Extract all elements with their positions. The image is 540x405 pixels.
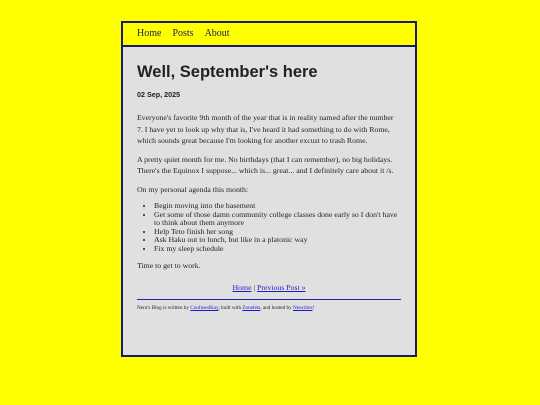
post-closing: Time to get to work. <box>137 260 201 270</box>
post-title: Well, September's here <box>137 63 318 81</box>
footer-suffix: ! <box>312 305 315 312</box>
list-item: • Get some of those damn community college classes done early so I don't have to think about them anymore <box>154 211 401 228</box>
post-paragraph-1: Everyone's favorite 9th month of the year that is in reality named after the number 7. I have yet to look up why that is, I've heard it had something to do with Rome, which sounds great because I'm looking for another excust to trash Rome. <box>137 113 394 145</box>
nav-home-link[interactable]: Home <box>137 28 162 39</box>
footer-prefix: Neru's Blog is written by <box>137 305 191 312</box>
agenda-list <box>137 202 401 254</box>
footer-mid-2: , and hosted by <box>260 305 293 312</box>
previous-post-link[interactable]: Previous Post » <box>257 283 306 293</box>
pager-separator: | <box>251 283 257 293</box>
footer-divider <box>137 299 401 300</box>
footer <box>137 305 401 312</box>
pager-home-link[interactable]: Home <box>232 283 252 293</box>
author-link[interactable]: ConfusedKay <box>190 305 219 312</box>
list-item: • Fix my sleep schedule <box>154 245 401 254</box>
blog-container <box>121 21 417 357</box>
builder-link[interactable]: Zonelets <box>242 305 261 312</box>
host-link[interactable]: Neocities <box>292 305 313 312</box>
list-item: • Begin moving into the basement <box>154 202 401 211</box>
top-nav <box>123 23 415 47</box>
post-content <box>123 63 415 312</box>
nav-posts-link[interactable]: Posts <box>172 28 194 39</box>
post-date: 02 Sep, 2025 <box>137 90 181 99</box>
post-pager <box>137 283 401 293</box>
list-item: • Help Teto finish her song <box>154 228 401 237</box>
post-paragraph-3: On my personal agenda this month: <box>137 184 249 194</box>
nav-about-link[interactable]: About <box>204 28 230 39</box>
list-item: • Ask Haku out to lunch, but like in a platonic way <box>154 236 401 245</box>
post-paragraph-2: A pretty quiet month for me. No birthdays (that I can remember), no big holidays. There's the Equinox I suppose... which is... great... and I definitely care about it /s. <box>137 154 394 175</box>
footer-mid-1: , built with <box>218 305 243 312</box>
